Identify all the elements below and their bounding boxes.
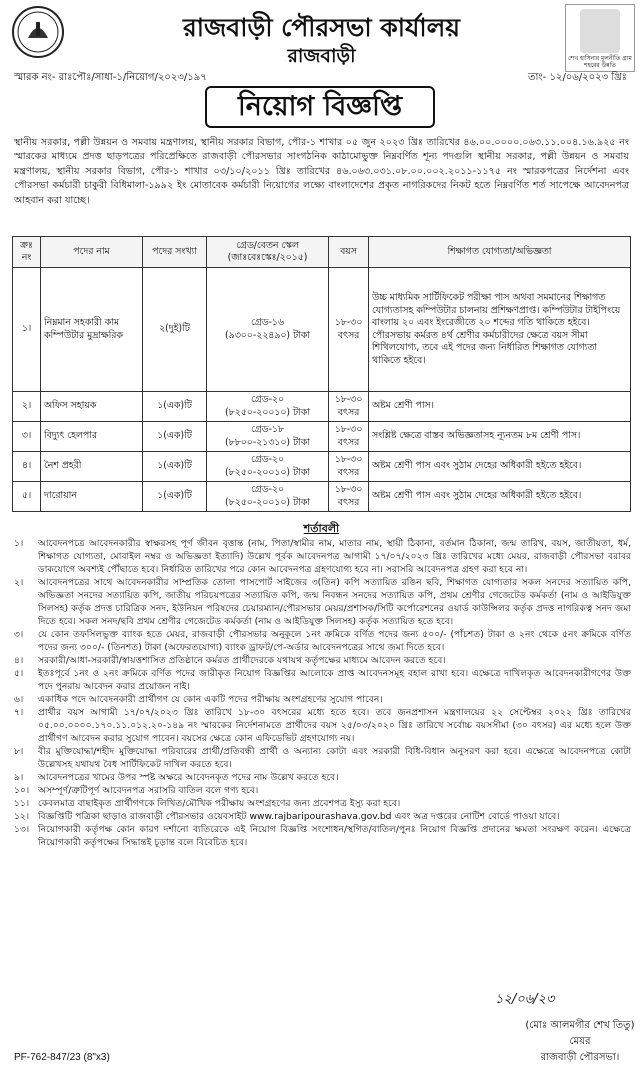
list-item bbox=[14, 537, 631, 576]
grade-label: গ্রেড-১৬ bbox=[250, 317, 284, 328]
list-item bbox=[14, 654, 631, 667]
row-grade bbox=[207, 452, 329, 482]
term-number: ১১। bbox=[14, 798, 30, 809]
table-row bbox=[13, 392, 631, 422]
list-item bbox=[14, 745, 631, 771]
table-row bbox=[13, 422, 631, 452]
intro-paragraph: স্থানীয় সরকার, পল্লী উন্নয়ন ও সমবায় মন্ত্রণালয়, স্থানীয় সরকার বিভাগ, পৌর-১ শাখার ০৫ জুন ২০২৩ খ্রিঃ তারিখের ৪৬.০০.০০০০.০৬৩.১১.০০৪.১৬.৯২৫ নং স্মারকের মাধ্যমে প্রদত্ত ছাড়পত্রের পরিপ্রেক্ষিতে রাজবাড়ী পৌরসভার সাংগঠনিক কাঠামোভুক্ত নিম্নবর্ণিত শূন্য পদগুলি স্থানীয় সরকার, পল্লী উন্নয়ন ও সমবায় মন্ত্রণালয়, স্থানীয় সরকার বিভাগ, পৌর-১ শাখার ০৩/১০/২০১১ খ্রিঃ তারিখের ৪৬.০৬৩.০৩১.০৮.০০.০০২.২০১১-১১৭৫ নং স্মারকপত্রের নির্দেশনা এবং পৌরসভা কর্মচারী চাকুরী বিধিমালা-১৯৯২ ইং মোতাবেক কর্মচারী নিয়োগের লক্ষ্যে বাংলাদেশের প্রকৃত নাগরিকদের নিকট হতে নিম্নবর্ণিত শর্ত সাপেক্ষে আবেদনপত্র আহবান করা যাচ্ছে। bbox=[14, 137, 629, 206]
row-grade bbox=[207, 268, 329, 392]
list-item bbox=[14, 797, 631, 810]
term-number: ৩। bbox=[14, 629, 24, 640]
signatory-organization: রাজবাড়ী পৌরসভা। bbox=[540, 1052, 620, 1063]
pay-scale: (৯৩০০-২২৪৯০) টাকা bbox=[225, 329, 310, 341]
term-text: আবেদনপত্রের সাথে আবেদনকারীর সাম্প্রতিক তোলা পাসপোর্ট সাইজের ৩(তিন) কপি সত্যায়িত রঙিন ছবি, শিক্ষাগত যোগ্যতার সকল সনদের সত্যায়িত কপি, অভিজ্ঞতা সনদের সত্যায়িত কপি, জাতীয় পরিচয়পত্রের সত্যায়িত কপি, জন্ম নিবন্ধন সনদের সত্যায়িত কপি, প্রথম শ্রেণীর গেজেটেড কর্মকর্তা (নাম ও আইডিযুক্ত সিলসহ) কর্তৃক প্রদত্ত চারিত্রিক সনদ, ইউনিয়ন পরিষদের চেয়ারম্যান/পৌরসভার মেয়র/প্রশাসক/সিটি কর্পোরেশনের ওয়ার্ড কাউন্সিলর কর্তৃক প্রদত্ত নাগরিকত্ব সনদ জমা দিতে হবে। সকল সনদ/ছবি প্রথম শ্রেণীর গেজেটেড কর্মকর্তা (নাম ও আইডিযুক্ত সিলসহ) কর্তৃক সত্যায়িত হতে হবে। bbox=[38, 577, 631, 627]
list-item bbox=[14, 823, 631, 849]
header-count: পদের সংখ্যা bbox=[143, 237, 207, 268]
row-serial: ৩। bbox=[13, 422, 41, 452]
term-text: ইতঃপূর্বে ১নং ও ২নং ক্রমিকে বর্ণিত পদের জারীকৃত নিয়োগ বিজ্ঞপ্তির আলোকে প্রাপ্ত আবেদনসমূহ বহাল রাখা হবে। এক্ষেত্রে দাখিলকৃত আবেদনকারীগণের উক্ত পদে পুনরায় আবেদন করার প্রয়োজন নাই। bbox=[38, 668, 631, 692]
row-count: ১(এক)টি bbox=[143, 482, 207, 512]
term-number: ৫। bbox=[14, 668, 24, 679]
header-post: পদের নাম bbox=[41, 237, 143, 268]
pay-scale: (৮২৫০-২০০১০) টাকা bbox=[225, 406, 310, 418]
grade-label: গ্রেড-২০ bbox=[250, 394, 285, 405]
portrait-caption: শেখ হাসিনার মূলনীতি গ্রাম শহরের উন্নতি bbox=[568, 55, 632, 69]
term-number: ১৩। bbox=[14, 824, 30, 835]
table-row bbox=[13, 268, 631, 392]
row-count: ১(এক)টি bbox=[143, 422, 207, 452]
term-text: যে কোন তফসিলভুক্ত ব্যাংক হতে মেয়র, রাজবাড়ী পৌরসভার অনুকূলে ১নং ক্রমিকে বর্ণিত পদের জন্য ৫০০/- (পাঁচশত) টাকা ও ২নং থেকে ৫নং ক্রমিকে বর্ণিত পদের জন্য ৩০০/- (তিনশত) টাকা (অফেরতযোগ্য) ব্যাংক ড্রাফট/পে-অর্ডার আবেদনপত্রের সাথে জমা দিতে হবে। bbox=[38, 629, 631, 653]
row-qualification: অষ্টম শ্রেণী পাস এবং সুঠাম দেহের অধিকারী হইতে হইবে। bbox=[369, 452, 631, 482]
header-serial: ক্রঃ নং bbox=[13, 237, 41, 268]
row-qualification: অষ্টম শ্রেণী পাস। bbox=[369, 392, 631, 422]
pay-scale: (৮২৫০-২০০১০) টাকা bbox=[225, 496, 310, 508]
grade-label: গ্রেড-১৮ bbox=[251, 424, 284, 435]
row-grade bbox=[207, 422, 329, 452]
list-item bbox=[14, 667, 631, 693]
row-age: ১৮-৩০ বৎসর bbox=[329, 452, 369, 482]
term-number: ২। bbox=[14, 577, 24, 588]
term-number: ৪। bbox=[14, 655, 24, 666]
table-row bbox=[13, 452, 631, 482]
list-item bbox=[14, 771, 631, 784]
term-text: একাধিক পদে আবেদনকারী প্রার্থীগণ যে কোন একটি পদের পরীক্ষায় অংশগ্রহণের সুযোগ পাবেন। bbox=[38, 694, 383, 705]
term-text: অসম্পূর্ণ/ত্রুটিপূর্ণ আবেদনপত্র সরাসরি বাতিল বলে গণ্য হবে। bbox=[38, 785, 259, 796]
grade-label: গ্রেড-২০ bbox=[250, 454, 285, 465]
header-qualification: শিক্ষাগত যোগ্যতা/অভিজ্ঞতা bbox=[369, 237, 631, 268]
grade-label: গ্রেড-২০ bbox=[250, 484, 285, 495]
term-text: বিজ্ঞপ্তিটি পত্রিকা ছাড়াও রাজবাড়ী পৌরসভার ওয়েবসাইট www.rajbaripourashava.gov.bd এবং অত্র দপ্তরের নোটিশ বোর্ডে পাওয়া যাবে। bbox=[38, 811, 560, 822]
row-age: ১৮-৩০ বৎসর bbox=[329, 392, 369, 422]
notice-date: তাং- ১২/০৬/২০২৩ খ্রিঃ bbox=[527, 72, 627, 83]
office-city: রাজবাড়ী bbox=[287, 45, 356, 67]
row-count: ১(এক)টি bbox=[143, 452, 207, 482]
office-name: রাজবাড়ী পৌরসভা কার্যালয় bbox=[182, 13, 461, 42]
row-post: দারোয়ান bbox=[41, 482, 143, 512]
term-text: কেবলমাত্র বাছাইকৃত প্রার্থীগণকে লিখিত/মৌখিক পরীক্ষায় অংশগ্রহণের জন্য প্রবেশপত্র ইস্যু করা হবে। bbox=[38, 798, 401, 809]
signatory-name: (মোঃ আলমগীর শেখ তিতু) bbox=[525, 1020, 635, 1031]
term-number: ৮। bbox=[14, 746, 24, 757]
row-serial: ১। bbox=[13, 268, 41, 392]
list-item bbox=[14, 784, 631, 797]
term-text: আবেদনপত্রে আবেদনকারীর স্বাক্ষরসহ পূর্ণ জীবন বৃত্তান্ত (নাম, পিতা/স্বামীর নাম, মাতার নাম, স্থায়ী ঠিকানা, বর্তমান ঠিকানা, জন্ম তারিখ, বয়স, জাতীয়তা, ধর্ম, শিক্ষাগত যোগ্যতা, মোবাইল নম্বর ও অভিজ্ঞতা ইত্যাদি) উল্লেখ পূর্বক আবেদনপত্র আগামী ১৭/০৭/২০২৩ খ্রিঃ তারিখের মধ্যে মেয়র, রাজবাড়ী পৌরসভা বরাবর ডাকযোগে অবশ্যই পৌঁছাতে হবে। নির্ধারিত তারিখের পরে কোন আবেদনপত্র গ্রহণযোগ্য হবে না। সরাসরি আবেদনপত্র গ্রহণ করা হবে না। bbox=[38, 538, 631, 575]
terms-title: শর্তাবলী bbox=[303, 522, 340, 535]
row-qualification: সংশ্লিষ্ট ক্ষেত্রে বাস্তব অভিজ্ঞতাসহ ন্যূনতম ৮ম শ্রেণী পাস। bbox=[369, 422, 631, 452]
row-qualification: অষ্টম শ্রেণী পাস এবং সুঠাম দেহের অধিকারী হইতে হইবে। bbox=[369, 482, 631, 512]
row-age: ১৮-৩০ বৎসর bbox=[329, 422, 369, 452]
list-item bbox=[14, 576, 631, 628]
header-grade: গ্রেড/বেতন স্কেল (জাঃবেঃস্কেঃ/২০১৫) bbox=[207, 237, 329, 268]
handwritten-signature: ১২/০৬/২৩ bbox=[495, 992, 555, 1007]
memo-number: স্মারক নং- রাঃপৌঃ/সাধা-১/নিয়োগ/২০২৩/১৯৭ bbox=[14, 72, 207, 83]
term-number: ১। bbox=[14, 538, 24, 549]
notice-title: নিয়োগ বিজ্ঞপ্তি bbox=[205, 86, 435, 128]
header-age: বয়স bbox=[329, 237, 369, 268]
row-count: ১(এক)টি bbox=[143, 392, 207, 422]
row-post: অফিস সহায়ক bbox=[41, 392, 143, 422]
list-item bbox=[14, 693, 631, 706]
row-post: নিম্নমান সহকারী কাম কম্পিউটার মুদ্রাক্ষরিক bbox=[41, 268, 143, 392]
terms-list bbox=[14, 537, 631, 849]
term-number: ১০। bbox=[14, 785, 30, 796]
row-serial: ৪। bbox=[13, 452, 41, 482]
signatory-role: মেয়র bbox=[569, 1036, 591, 1047]
row-count: ২(দুই)টি bbox=[143, 268, 207, 392]
footer-code: PF-762-847/23 (8"x3) bbox=[14, 1052, 110, 1063]
term-text: নিয়োগকারী কর্তৃপক্ষ কোন কারণ দর্শানো ব্যতিরেকে এই নিয়োগ বিজ্ঞপ্তি সংশোধন/স্থগিত/বাতিল/পুনঃ নিয়োগ বিজ্ঞপ্তি প্রদানের ক্ষমতা সংরক্ষণ করেন। এক্ষেত্রে নিয়োগকারী কর্তৃপক্ষের সিদ্ধান্তই চূড়ান্ত বলে বিবেচিত হবে। bbox=[38, 824, 631, 848]
row-grade bbox=[207, 392, 329, 422]
table-header-row bbox=[13, 237, 631, 268]
term-number: ১২। bbox=[14, 811, 30, 822]
row-age: ১৮-৩০ বৎসর bbox=[329, 482, 369, 512]
row-grade bbox=[207, 482, 329, 512]
list-item bbox=[14, 706, 631, 745]
row-post: নৈশ প্রহরী bbox=[41, 452, 143, 482]
term-text: আবেদনপত্রের খামের উপর স্পষ্ট অক্ষরে আবেদনকৃত পদের নাম উল্লেখ করতে হবে। bbox=[38, 772, 339, 783]
row-serial: ২। bbox=[13, 392, 41, 422]
term-text: প্রার্থীর বয়স আগামী ১৭/০৭/২০২৩ খ্রিঃ তারিখে ১৮-৩০ বৎসরের মধ্যে হতে হবে। তবে জনপ্রশাসন মন্ত্রণালয়ের ২২ সেপ্টেম্বর ২০২২ খ্রিঃ তারিখের ০৫.০০.০০০০.১৭০.১১.০১২.২০-১৪৯ নং স্মারকের নির্দেশনামতে প্রার্থীদের বয়স ২৫/০৩/২০২০ খ্রিঃ তারিখে সর্বোচ্চ বয়সসীমা (৩০ বৎসর) এর মধ্যে হলে উক্ত প্রার্থীগণ আবেদন করার সুযোগ পাবেন। বয়সের ক্ষেত্রে কোন এফিডেভিট গ্রহণযোগ্য নয়। bbox=[38, 707, 631, 744]
row-post: বিদ্যুৎ হেলপার bbox=[41, 422, 143, 452]
row-serial: ৫। bbox=[13, 482, 41, 512]
pay-scale: (৮৮০০-২১৩১০) টাকা bbox=[225, 436, 310, 448]
term-number: ৯। bbox=[14, 772, 24, 783]
list-item bbox=[14, 810, 631, 823]
table-row bbox=[13, 482, 631, 512]
row-qualification: উচ্চ মাধ্যমিক সার্টিফিকেট পরীক্ষা পাস অথবা সমমানের শিক্ষাগত যোগ্যতাসহ কম্পিউটার চালনায় প্রশিক্ষণপ্রাপ্ত। কম্পিউটার টাইপিংয়ে বাংলায় ২০ এবং ইংরেজীতে ২০ শব্দের গতি থাকিতে হইবে। পৌরসভায় কর্মরত ৪র্থ শ্রেণীর কর্মচারীদের ক্ষেত্রে বয়স সীমা শিথিলযোগ্য, তবে এই পদের জন্য নির্ধারিত শিক্ষাগত যোগ্যতা থাকিতে হইবে। bbox=[369, 268, 631, 392]
term-text: বীর মুক্তিযোদ্ধা/শহীদ মুক্তিযোদ্ধা পরিবারের প্রার্থী/প্রতিবন্ধী প্রার্থী ও অন্যান্য কোটা এবং সরকারী বিধি-বিধান অনুসরণ করা হবে। এক্ষেত্রে আবেদনপত্রে কোটা উল্লেখসহ যথাযথ বৈধ সার্টিফিকেট দাখিল করতে হবে। bbox=[38, 746, 631, 770]
row-age: ১৮-৩০ বৎসর bbox=[329, 268, 369, 392]
vacancy-table bbox=[12, 236, 631, 512]
list-item bbox=[14, 628, 631, 654]
term-number: ৬। bbox=[14, 694, 24, 705]
pay-scale: (৮২৫০-২০০১০) টাকা bbox=[225, 466, 310, 478]
term-text: সরকারী/আধা-সরকারী/স্বায়ত্তশাসিত প্রতিষ্ঠানে কর্মরত প্রার্থীদেরকে যথাযথ কর্তৃপক্ষের মাধ্যমে আবেদন করতে হবে। bbox=[38, 655, 446, 666]
term-number: ৭। bbox=[14, 707, 24, 718]
